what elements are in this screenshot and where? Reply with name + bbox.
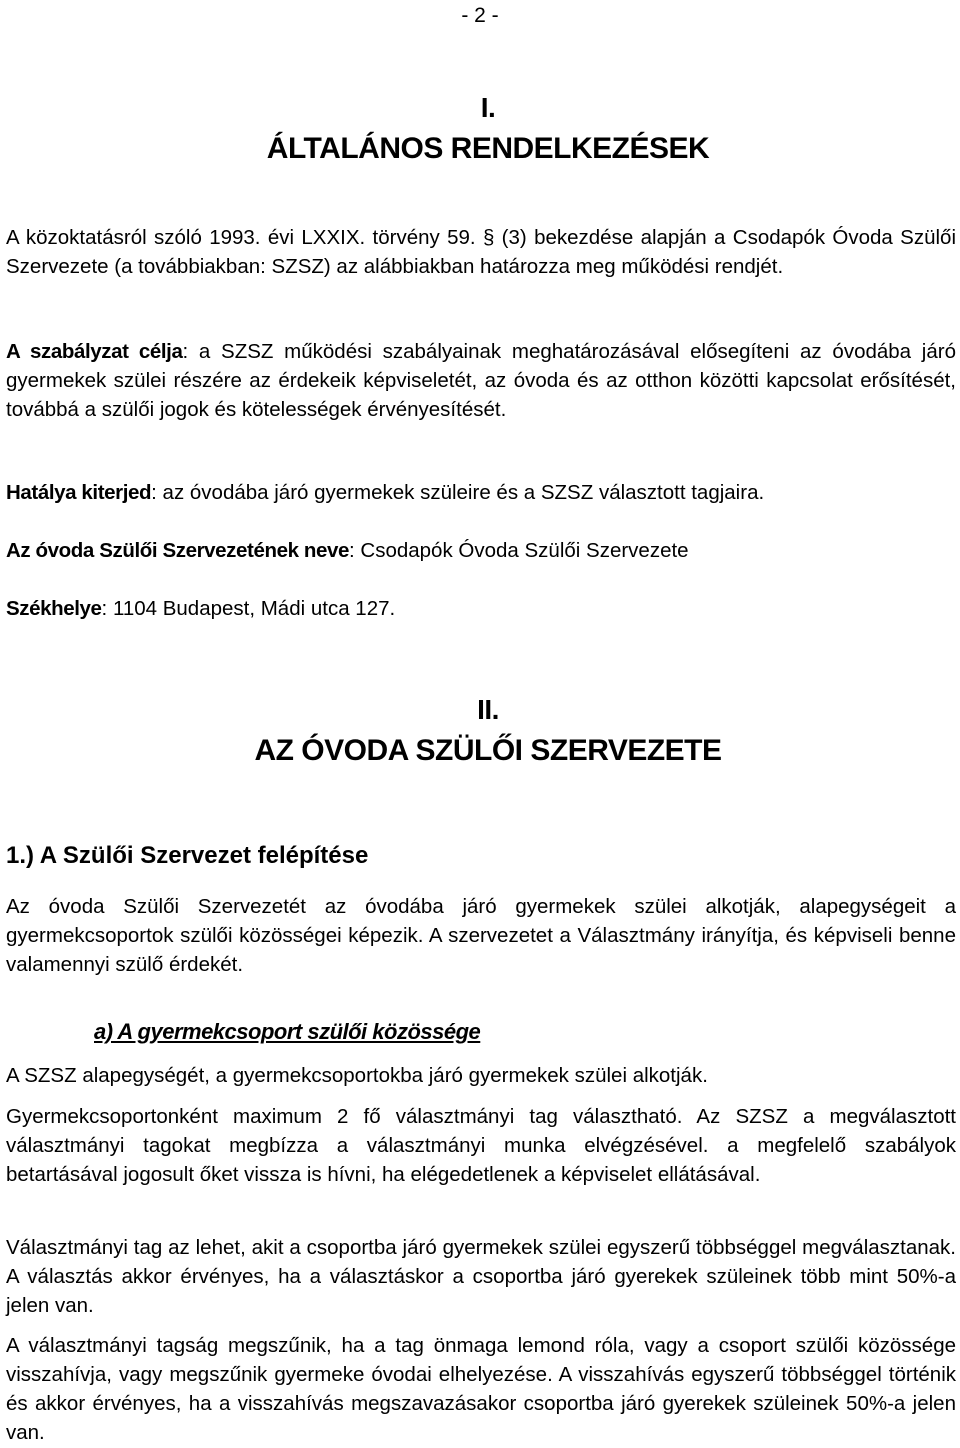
purpose-label: A szabályzat célja: [6, 340, 183, 363]
chapter-1-number: I.: [480, 92, 496, 123]
section-1-paragraph: Az óvoda Szülői Szervezetét az óvodába járó gyermekek szülei alkotják, alapegységeit a gyermekcsoportok szülői közösségei képezik. A szervezetet a Választmány irányítja, és képviseli benne valamennyi szülő érdekét.: [6, 895, 956, 976]
name-label: Az óvoda Szülői Szervezetének neve: [6, 539, 349, 562]
subsection-a-heading: a) A gyermekcsoport szülői közössége: [94, 1019, 481, 1044]
section-1-heading: 1.) A Szülői Szervezet felépítése: [6, 842, 369, 869]
intro-paragraph: A közoktatásról szóló 1993. évi LXXIX. törvény 59. § (3) bekezdése alapján a Csodapók Óvoda Szülői Szervezete (a továbbiakban: SZSZ) az alábbiakban határozza meg működési rendjét.: [6, 226, 956, 278]
subsection-a-paragraph-4: A választmányi tagság megszűnik, ha a tag önmaga lemond róla, vagy a csoport szülői közössége visszahívja, vagy megszűnik gyermeke óvodai elhelyezése. A visszahívás egyszerű többséggel történik és akkor érvényes, ha a visszahívás megszavazásakor csoportba járó gyerekek szüleinek 50%-a jelen van.: [6, 1334, 956, 1444]
subsection-a-paragraph-3: Választmányi tag az lehet, akit a csoportba járó gyermekek szülei egyszerű többséggel megválasztanak. A választás akkor érvényes, ha a választáskor a csoportba járó gyerekek szüleinek több mint 50%-a jelen van.: [6, 1236, 956, 1317]
purpose-text: : a SZSZ működési szabályainak meghatározásával elősegíteni az óvodába járó gyermekek szülei részére az érdekeik képviseletét, az óvoda és az otthon közötti kapcsolat erősítését, továbbá a szülői jogok és kötelességek érvényesítését.: [6, 340, 956, 421]
seat-paragraph: [6, 594, 956, 623]
scope-paragraph: [6, 478, 956, 507]
subsection-a-paragraph-1: A SZSZ alapegységét, a gyermekcsoportokba járó gyermekek szülei alkotják.: [6, 1064, 708, 1087]
scope-label: Hatálya kiterjed: [6, 481, 152, 504]
seat-label: Székhelye: [6, 597, 102, 620]
purpose-paragraph: [6, 337, 956, 424]
chapter-2-number: II.: [477, 694, 499, 725]
chapter-1-title: ÁLTALÁNOS RENDELKEZÉSEK: [266, 132, 710, 165]
seat-text: : 1104 Budapest, Mádi utca 127.: [101, 597, 396, 620]
subsection-a-paragraph-2: Gyermekcsoportonként maximum 2 fő választmányi tag választható. Az SZSZ a megválasztott választmányi tagokat megbízza a választmányi munka elvégzésével. a megfelelő szabályok betartásával jogosult őket vissza is hívni, ha elégedetlenek a képviselet ellátásával.: [6, 1105, 956, 1186]
scope-text: : az óvodába járó gyermekek szüleire és a SZSZ választott tagjaira.: [151, 481, 765, 504]
name-text: : Csodapók Óvoda Szülői Szervezete: [349, 539, 689, 562]
chapter-2-title: AZ ÓVODA SZÜLŐI SZERVEZETE: [254, 734, 722, 767]
name-paragraph: [6, 536, 956, 565]
page-number: - 2 -: [461, 4, 499, 27]
